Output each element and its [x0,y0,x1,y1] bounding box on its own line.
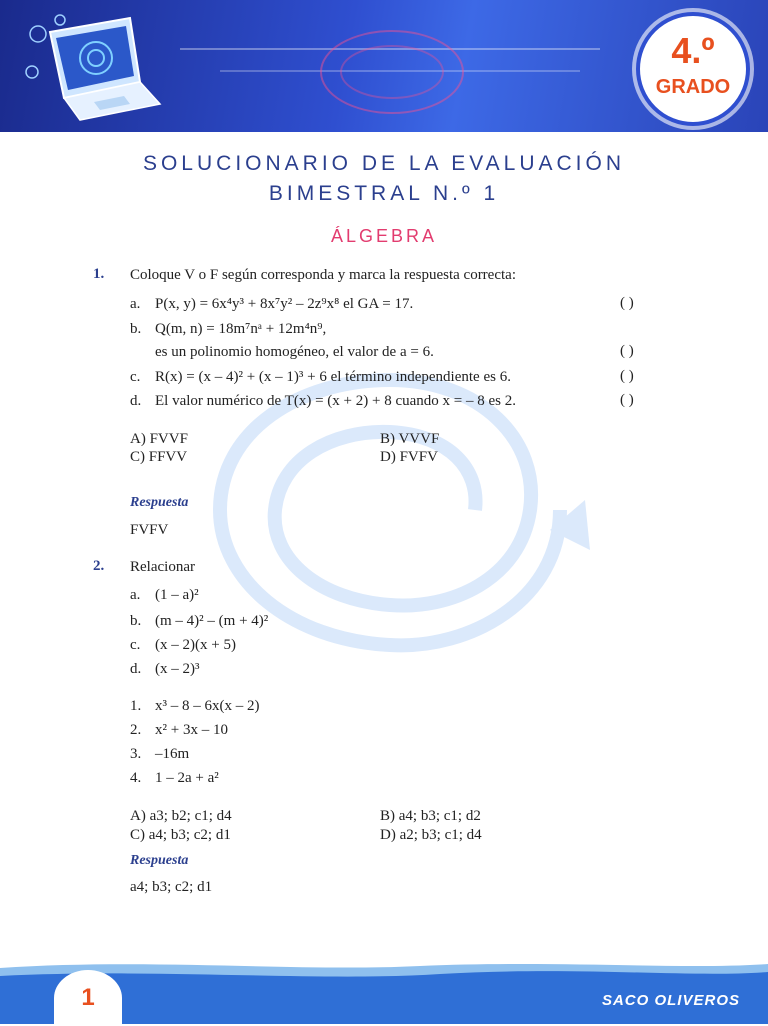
brand-logo: SACO OLIVEROS [601,992,740,1009]
grade-word: GRADO [655,76,731,98]
item-label: d. [130,393,142,409]
option-b: B) a4; b3; c1; d2 [380,808,481,824]
item-label: c. [130,369,141,385]
option-d: D) a2; b3; c1; d4 [380,827,482,843]
item-text: (m – 4)² – (m + 4)² [155,613,269,629]
answer-label: Respuesta [130,853,189,868]
answer-blank: ( ) [620,295,634,311]
item-text: es un polinomio homogéneo, el valor de a = 6. [155,344,434,360]
item-text: El valor numérico de T(x) = (x + 2) + 8 cuando x = – 8 es 2. [155,393,516,409]
answer-blank: ( ) [620,392,634,408]
question-prompt: Relacionar [130,559,195,575]
item-label: 1. [130,698,142,714]
answer-value: a4; b3; c2; d1 [130,879,213,895]
page-number: 1 [81,984,95,1011]
option-c: C) FFVV [130,449,188,465]
item-label: b. [130,321,142,337]
item-label: 3. [130,746,142,762]
item-label: a. [130,587,141,603]
question-number: 1. [93,266,105,282]
item-text: (1 – a)² [155,587,199,603]
answer-label: Respuesta [130,495,189,510]
item-text: x³ – 8 – 6x(x – 2) [155,698,260,714]
banner-glow [340,45,444,99]
answer-blank: ( ) [620,368,634,384]
item-text: x² + 3x – 10 [155,722,228,738]
grade-number: 4.º [671,30,715,71]
subject-title: ÁLGEBRA [330,226,438,246]
laptop-illustration-icon [20,12,170,122]
item-text: (x – 2)³ [155,661,200,677]
item-text: –16m [155,746,190,762]
item-label: a. [130,296,141,312]
option-c: C) a4; b3; c2; d1 [130,827,231,843]
item-text: (x – 2)(x + 5) [155,637,236,653]
question-prompt: Coloque V o F según corresponda y marca la respuesta correcta: [130,267,516,283]
item-label: b. [130,613,142,629]
option-d: D) FVFV [380,449,438,465]
item-label: 4. [130,770,142,786]
option-a: A) FVVF [130,431,188,447]
item-label: d. [130,661,142,677]
item-text: P(x, y) = 6x⁴y³ + 8x⁷y² – 2z⁹x⁸ el GA = 17. [155,296,414,312]
answer-blank: ( ) [620,343,634,359]
page-title-line2: BIMESTRAL N.º 1 [268,182,500,205]
item-text: 1 – 2a + a² [155,770,219,786]
item-label: 2. [130,722,142,738]
option-b: B) VVVF [380,431,440,447]
item-text: Q(m, n) = 18m⁷nᵃ + 12m⁴n⁹, [155,321,327,337]
item-text: R(x) = (x – 4)² + (x – 1)³ + 6 el término independiente es 6. [155,369,511,385]
question-number: 2. [93,558,105,574]
answer-value: FVFV [130,522,169,538]
item-label: c. [130,637,141,653]
grade-badge [636,12,750,126]
page-title-line1: SOLUCIONARIO DE LA EVALUACIÓN [142,152,626,175]
option-a: A) a3; b2; c1; d4 [130,808,232,824]
